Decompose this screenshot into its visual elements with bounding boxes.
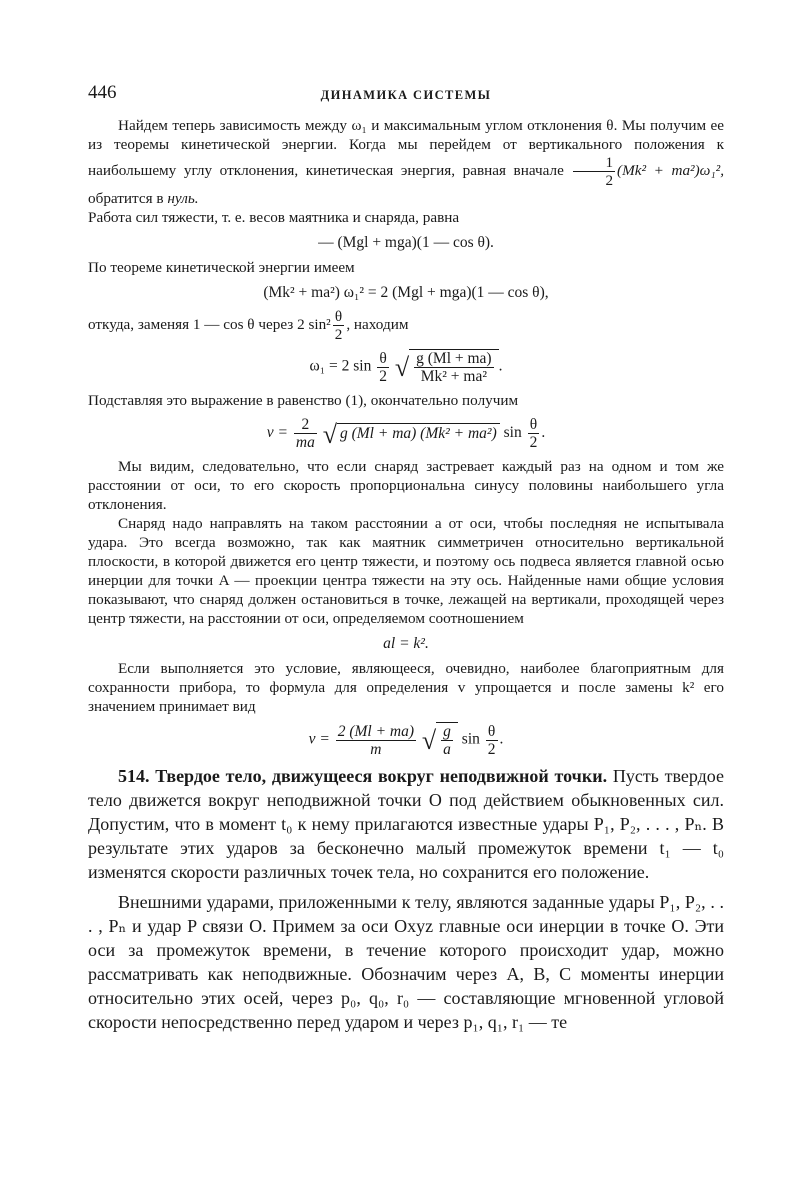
square-root: √ $\frac{g (Ml + ma)}{\text{Mk² + ma²}}$ xyxy=(395,349,499,385)
paragraph: По теореме кинетической энергии имеем xyxy=(88,259,355,276)
paragraph: Внешними ударами, приложенными к телу, являются заданные удары P₁, P₂, . . . , Pₙ и удар P связи O. Примем за оси Oxyz главные оси инерции в точке O. Эти оси за промежуток времени, в течение которого происходит удар, можно рассматривать как неподвижные. Обозначим через A, B, C моменты инерции относительно этих осей, через p₀, q₀, r₀ — составляющие мгновенной угловой скорости непосредственно перед ударом и через p₁, q₁, r₁ — те xyxy=(88,892,724,1032)
fraction: $\frac{1}{2}$ xyxy=(573,154,615,189)
fraction: $\frac{2 (Ml + ma)}{m}$ xyxy=(337,722,415,758)
page-number: 446 xyxy=(88,82,117,103)
body-small-print xyxy=(88,116,724,758)
paragraph: Мы видим, следовательно, что если снаряд застревает каждый раз на одном и том же расстоянии от оси, то его скорость пропорциональна синусу половины наибольшего угла отклонения. xyxy=(88,458,724,513)
paragraph: 514. Твердое тело, движущееся вокруг неподвижной точки. Пусть твердое тело движется вокруг неподвижной точки O под действием обыкновенных сил. Допустим, что в момент t₀ к нему прилагаются известные удары P₁, P₂, . . . , Pₙ. В результате этих ударов за бесконечно малый промежуток времени t₁ — t₀ изменятся скорости различных точек тела, но сохранится его положение. xyxy=(88,766,725,882)
fraction: $\frac{\theta}{2}$ xyxy=(379,349,387,385)
paragraph: Снаряд надо направлять на таком расстоянии a от оси, чтобы последняя не испытывала удара. Это всегда возможно, так как маятник симметричен относительно вертикальной плоскости, в которой движется его центр тяжести, и поэтому ось подвеса является главной осью инерции для точки A — проекции центра тяжести на эту ось. Найденные нами общие условия показывают, что снаряд должен остановиться в точке, лежащей на вертикали, проходящей через центр тяжести, на расстоянии от оси, определяемом соотношением xyxy=(88,515,724,627)
body-large-print xyxy=(88,764,724,1034)
paragraph: Если выполняется это условие, являющееся, очевидно, наиболее благоприятным для сохранности прибора, то формула для определения v упрощается и после замены k² его значением принимает вид xyxy=(88,660,724,715)
square-root: √ g (Ml + ma) (Mk² + ma²) xyxy=(323,423,500,444)
fraction: $\frac{\theta}{2}$ xyxy=(334,308,343,343)
square-root: √ $\frac{g}{a}$ xyxy=(422,722,458,758)
formula: — (Mgl + mga)(1 — cos θ). xyxy=(318,234,494,251)
formula: ω₁ = 2 sin $\frac{\theta}{2}$ √ $\frac{g (Ml + ma)}{\text{Mk² + ma²}}$ . xyxy=(309,349,503,385)
fraction: $\frac{\theta}{2}$ xyxy=(487,722,496,758)
page-header xyxy=(88,80,724,110)
formula: (Mk² + ma²) ω₁² = 2 (Mgl + mga)(1 — cos θ), xyxy=(263,284,549,301)
book-page xyxy=(88,80,724,1034)
formula: v = $\frac{2}{ma}$ √ g (Ml + ma) (Mk² + ma²) sin $\frac{\theta}{2}$ . xyxy=(266,416,546,451)
fraction: $\frac{2}{ma}$ xyxy=(295,416,315,451)
formula: v = $\frac{2 (Ml + ma)}{m}$ √ $\frac{g}{a}$ sin $\frac{\theta}{2}$ . xyxy=(308,722,504,758)
formula: al = k². xyxy=(383,635,429,652)
paragraph: Найдем теперь зависимость между ω₁ и максимальным углом отклонения θ. Мы получим ее из теоремы кинетической энергии. Когда мы перейдем от вертикального положения к наибольшему углу отклонения, кинетическая энергия, равная вначале $\frac{1}{2}$ (Mk² + ma²)ω₁², обратится в нуль. xyxy=(88,117,725,207)
paragraph: Подставляя это выражение в равенство (1), окончательно получим xyxy=(88,392,519,409)
fraction: $\frac{\theta}{2}$ xyxy=(529,416,538,451)
paragraph: Работа сил тяжести, т. е. весов маятника и снаряда, равна xyxy=(88,209,460,226)
running-title: ДИНАМИКА СИСТЕМЫ xyxy=(320,88,492,102)
paragraph: откуда, заменяя 1 — cos θ через 2 sin² $\frac{\theta}{2}$ , находим xyxy=(88,308,409,343)
section-heading: 514. Твердое тело, движущееся вокруг неподвижной точки. xyxy=(118,766,608,786)
